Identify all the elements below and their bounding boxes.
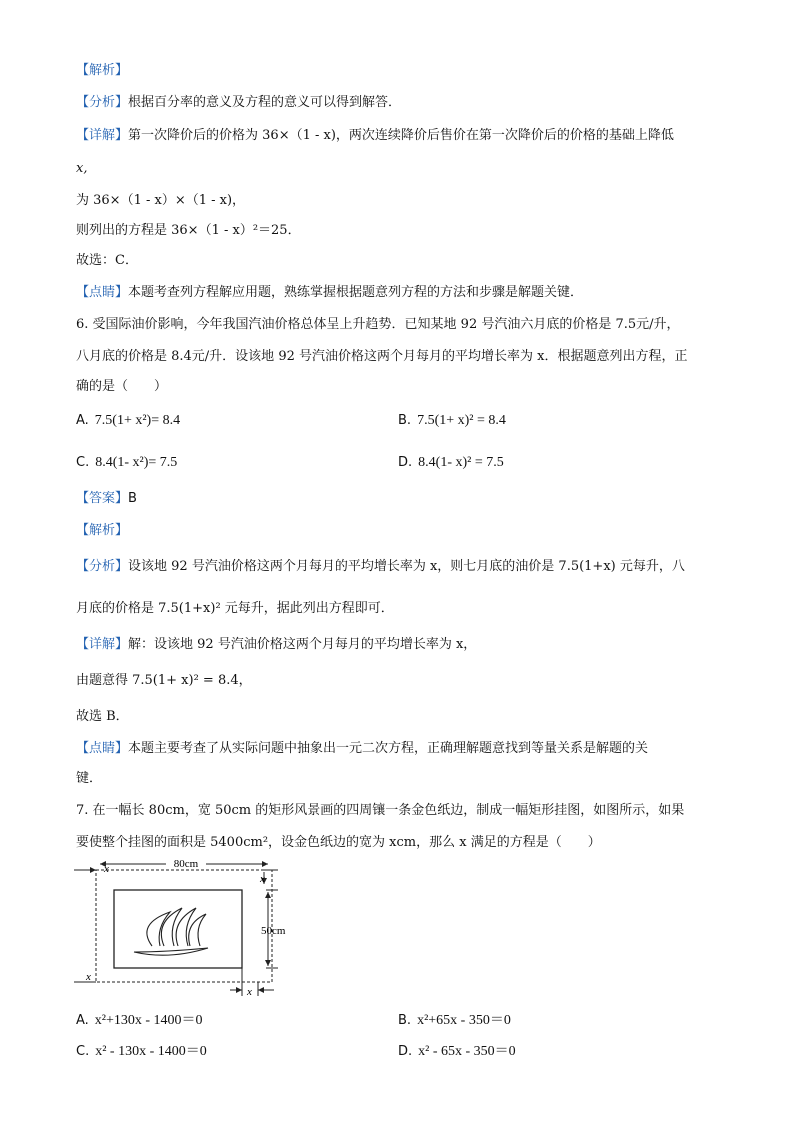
xiangjie-tag: 【详解】: [76, 128, 129, 143]
q6-option-b: [398, 412, 506, 430]
fenxi-tag: 【分析】: [76, 559, 129, 574]
analysis-line: [76, 94, 734, 112]
option-text: 8.4(1- x²)= 7.5: [95, 455, 178, 470]
q6-stem-2: 八月底的价格是 8.4元/升．设该地 92 号汽油价格这两个月每月的平均增长率为 x．根据题意列出方程，正: [76, 349, 688, 364]
q6-stem-1: 6. 受国际油价影响，今年我国汽油价格总体呈上升趋势．已知某地 92 号汽油六月底的价格是 7.5元/升，: [76, 317, 680, 332]
x-label-topleft: x: [104, 863, 109, 875]
q7-option-c: [76, 1043, 207, 1061]
option-text: x²+65x - 350＝0: [417, 1013, 511, 1028]
q6-option-c: [76, 454, 177, 472]
detail-wei: 为 36×（1 - x）×（1 - x)，: [76, 193, 246, 208]
height-label: 50cm: [261, 925, 286, 937]
option-label: C.: [76, 455, 90, 470]
q6-stem-3: 确的是（ ）: [76, 379, 168, 394]
comment-line: [76, 284, 734, 302]
detail-line: [76, 127, 734, 145]
q7-stem-1: 7. 在一幅长 80cm，宽 50cm 的矩形风景画的四周镶一条金色纸边，制成一幅矩形挂图，如图所示，如果: [76, 803, 685, 818]
choose-c: 故选：C．: [76, 253, 138, 268]
q6-option-d: [398, 454, 504, 472]
option-label: B.: [398, 413, 412, 428]
q7-option-b: [398, 1012, 511, 1030]
q6-choose-b: 故选 B．: [76, 709, 129, 724]
width-label: 80cm: [173, 858, 199, 870]
xiangjie-text: 解：设该地 92 号汽油价格这两个月每月的平均增长率为 x，: [128, 637, 477, 652]
detail-cont: x,: [76, 161, 88, 176]
option-text: 7.5(1+ x²)= 8.4: [94, 413, 181, 428]
answer-tag: 【答案】: [76, 491, 129, 506]
fenxi-text: 设该地 92 号汽油价格这两个月每月的平均增长率为 x，则七月底的油价是 7.5(1+x) 元每升，八: [128, 559, 685, 574]
answer-value: B: [128, 491, 137, 506]
option-label: D.: [398, 1044, 413, 1059]
option-text: x² - 130x - 1400＝0: [95, 1044, 207, 1059]
option-label: A.: [76, 1013, 89, 1028]
fenxi-tag: 【分析】: [76, 95, 129, 110]
option-text: 8.4(1- x)² = 7.5: [418, 455, 504, 470]
option-text: 7.5(1+ x)² = 8.4: [417, 413, 506, 428]
jiexi-heading: 【解析】: [76, 63, 129, 78]
outer-frame: [96, 870, 272, 982]
q6-detail-1: [76, 636, 734, 654]
q7-option-d: [398, 1043, 516, 1061]
option-text: x² - 65x - 350＝0: [418, 1044, 516, 1059]
x-label-bottomright: x: [247, 986, 252, 998]
q6-analysis-2: 月底的价格是 7.5(1+x)² 元每升，据此列出方程即可．: [76, 601, 394, 616]
x-label-topright: x: [260, 873, 265, 885]
q7-option-a: [76, 1012, 203, 1030]
dianjing-tag: 【点睛】: [76, 741, 129, 756]
detail-equation: 则列出的方程是 36×（1 - x）²＝25．: [76, 223, 301, 238]
q6-jiexi-heading: 【解析】: [76, 523, 129, 538]
dianjing-text: 本题考查列方程解应用题，熟练掌握根据题意列方程的方法和步骤是解题关键．: [128, 285, 584, 300]
q6-comment-1: [76, 740, 734, 758]
inner-picture: [114, 890, 242, 968]
option-label: A.: [76, 413, 89, 428]
q6-analysis-1: [76, 558, 734, 576]
dianjing-text: 本题主要考查了从实际问题中抽象出一元二次方程，正确理解题意找到等量关系是解题的关: [128, 741, 649, 756]
q7-stem-2: 要使整个挂图的面积是 5400cm²，设金色纸边的宽为 xcm，那么 x 满足的方程是（ ）: [76, 835, 601, 850]
q6-option-a: [76, 412, 180, 430]
dianjing-tag: 【点睛】: [76, 285, 129, 300]
fenxi-text: 根据百分率的意义及方程的意义可以得到解答．: [128, 95, 402, 110]
option-text: x²+130x - 1400＝0: [94, 1013, 203, 1028]
q6-comment-2: 键．: [76, 771, 103, 786]
framed-picture-figure: [74, 856, 304, 998]
option-label: B.: [398, 1013, 412, 1028]
q6-detail-2: 由题意得 7.5(1+ x)² = 8.4，: [76, 673, 252, 688]
option-label: C.: [76, 1044, 90, 1059]
xiangjie-text: 第一次降价后的价格为 36×（1 - x)，两次连续降价后售价在第一次降价后的价格的基础上降低: [128, 128, 674, 143]
option-label: D.: [398, 455, 413, 470]
x-label-bottomleft: x: [86, 971, 91, 983]
boat-drawing: [134, 908, 208, 955]
q6-answer-line: [76, 490, 734, 508]
xiangjie-tag: 【详解】: [76, 637, 129, 652]
